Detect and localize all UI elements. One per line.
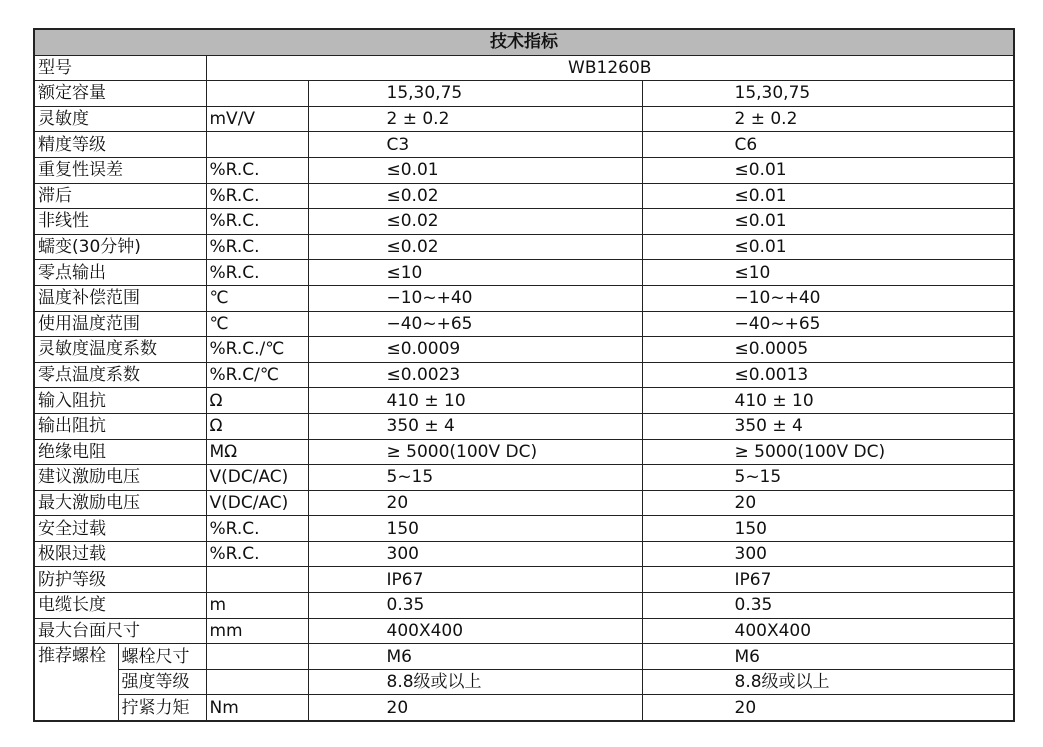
param-cell: 蠕变(30分钟) (34, 234, 206, 260)
table-row (34, 234, 1014, 260)
value-cell-1: 5~15 (308, 465, 642, 491)
table-row (34, 388, 1014, 414)
value-cell-1: ≤0.0009 (308, 337, 642, 363)
value-cell-1: 2 ± 0.2 (308, 106, 642, 132)
unit-cell: Ω (206, 388, 308, 414)
unit-cell: m (206, 593, 308, 619)
spec-table (33, 28, 1015, 722)
value-cell-2: ≤0.01 (642, 234, 1014, 260)
bolt-param-cell: 拧紧力矩 (118, 695, 206, 721)
value-cell-2: 410 ± 10 (642, 388, 1014, 414)
bolt-row (34, 669, 1014, 695)
value-cell-1: ≤10 (308, 260, 642, 286)
unit-cell: %R.C. (206, 516, 308, 542)
value-cell-1: ≥ 5000(100V DC) (308, 439, 642, 465)
value-cell-2: ≤0.01 (642, 209, 1014, 235)
value-cell-1: 0.35 (308, 593, 642, 619)
unit-cell: ℃ (206, 285, 308, 311)
table-row (34, 132, 1014, 158)
value-cell-1: 410 ± 10 (308, 388, 642, 414)
value-cell-2: 20 (642, 695, 1014, 721)
value-cell-2: 8.8级或以上 (642, 669, 1014, 695)
table-row (34, 541, 1014, 567)
table-row (34, 157, 1014, 183)
value-cell-2: 400X400 (642, 618, 1014, 644)
unit-cell: %R.C. (206, 541, 308, 567)
value-cell-2: −10~+40 (642, 285, 1014, 311)
value-cell-1: ≤0.02 (308, 209, 642, 235)
value-cell-2: ≤0.0005 (642, 337, 1014, 363)
param-cell: 电缆长度 (34, 593, 206, 619)
unit-cell: ℃ (206, 311, 308, 337)
table-row (34, 183, 1014, 209)
value-cell-2: 0.35 (642, 593, 1014, 619)
bolt-row (34, 644, 1014, 670)
param-cell: 最大激励电压 (34, 490, 206, 516)
table-row (34, 106, 1014, 132)
unit-cell: mm (206, 618, 308, 644)
table-row (34, 465, 1014, 491)
unit-cell: MΩ (206, 439, 308, 465)
value-cell-2: 20 (642, 490, 1014, 516)
unit-cell: mV/V (206, 106, 308, 132)
table-row (34, 413, 1014, 439)
model-value: WB1260B (206, 55, 1014, 81)
unit-cell: Ω (206, 413, 308, 439)
value-cell-1: IP67 (308, 567, 642, 593)
value-cell-2: C6 (642, 132, 1014, 158)
table-row (34, 209, 1014, 235)
param-cell: 最大台面尺寸 (34, 618, 206, 644)
value-cell-2: ≤10 (642, 260, 1014, 286)
unit-cell: %R.C. (206, 260, 308, 286)
unit-cell (206, 644, 308, 670)
value-cell-2: 350 ± 4 (642, 413, 1014, 439)
unit-cell: %R.C. (206, 234, 308, 260)
value-cell-2: ≤0.0013 (642, 362, 1014, 388)
param-cell: 额定容量 (34, 81, 206, 107)
table-row (34, 311, 1014, 337)
table-row (34, 439, 1014, 465)
unit-cell: %R.C/℃ (206, 362, 308, 388)
param-cell: 绝缘电阻 (34, 439, 206, 465)
unit-cell (206, 132, 308, 158)
value-cell-2: ≥ 5000(100V DC) (642, 439, 1014, 465)
bolt-row (34, 695, 1014, 721)
unit-cell: %R.C. (206, 157, 308, 183)
unit-cell: V(DC/AC) (206, 490, 308, 516)
unit-cell (206, 567, 308, 593)
table-row (34, 593, 1014, 619)
param-cell: 零点温度系数 (34, 362, 206, 388)
value-cell-1: M6 (308, 644, 642, 670)
table-row (34, 490, 1014, 516)
unit-cell (206, 81, 308, 107)
table-row (34, 618, 1014, 644)
value-cell-2: 150 (642, 516, 1014, 542)
value-cell-1: 8.8级或以上 (308, 669, 642, 695)
value-cell-1: 300 (308, 541, 642, 567)
param-cell: 温度补偿范围 (34, 285, 206, 311)
unit-cell (206, 669, 308, 695)
value-cell-1: ≤0.02 (308, 183, 642, 209)
value-cell-2: 2 ± 0.2 (642, 106, 1014, 132)
value-cell-1: ≤0.01 (308, 157, 642, 183)
value-cell-1: 20 (308, 695, 642, 721)
unit-cell: Nm (206, 695, 308, 721)
table-row (34, 516, 1014, 542)
table-row (34, 81, 1014, 107)
param-cell: 输出阻抗 (34, 413, 206, 439)
value-cell-1: 20 (308, 490, 642, 516)
param-cell: 零点输出 (34, 260, 206, 286)
param-cell: 安全过载 (34, 516, 206, 542)
value-cell-1: ≤0.02 (308, 234, 642, 260)
value-cell-1: 150 (308, 516, 642, 542)
bolt-param-cell: 螺栓尺寸 (118, 644, 206, 670)
bolt-group-label: 推荐螺栓 (34, 644, 118, 721)
model-label: 型号 (34, 55, 206, 81)
value-cell-2: IP67 (642, 567, 1014, 593)
param-cell: 输入阻抗 (34, 388, 206, 414)
table-row (34, 285, 1014, 311)
param-cell: 使用温度范围 (34, 311, 206, 337)
value-cell-1: C3 (308, 132, 642, 158)
value-cell-2: −40~+65 (642, 311, 1014, 337)
value-cell-2: 300 (642, 541, 1014, 567)
table-row (34, 337, 1014, 363)
param-cell: 非线性 (34, 209, 206, 235)
unit-cell: %R.C./℃ (206, 337, 308, 363)
param-cell: 精度等级 (34, 132, 206, 158)
value-cell-1: ≤0.0023 (308, 362, 642, 388)
title-row (34, 29, 1014, 55)
param-cell: 滞后 (34, 183, 206, 209)
value-cell-2: ≤0.01 (642, 157, 1014, 183)
unit-cell: %R.C. (206, 183, 308, 209)
value-cell-2: ≤0.01 (642, 183, 1014, 209)
table-row (34, 260, 1014, 286)
unit-cell: V(DC/AC) (206, 465, 308, 491)
table-body (34, 55, 1014, 721)
param-cell: 极限过载 (34, 541, 206, 567)
value-cell-1: 15,30,75 (308, 81, 642, 107)
table-title: 技术指标 (34, 29, 1014, 55)
param-cell: 灵敏度 (34, 106, 206, 132)
value-cell-2: 15,30,75 (642, 81, 1014, 107)
value-cell-2: M6 (642, 644, 1014, 670)
param-cell: 重复性误差 (34, 157, 206, 183)
value-cell-2: 5~15 (642, 465, 1014, 491)
value-cell-1: −10~+40 (308, 285, 642, 311)
model-row (34, 55, 1014, 81)
param-cell: 建议激励电压 (34, 465, 206, 491)
value-cell-1: 350 ± 4 (308, 413, 642, 439)
bolt-param-cell: 强度等级 (118, 669, 206, 695)
param-cell: 防护等级 (34, 567, 206, 593)
param-cell: 灵敏度温度系数 (34, 337, 206, 363)
table-row (34, 567, 1014, 593)
unit-cell: %R.C. (206, 209, 308, 235)
value-cell-1: −40~+65 (308, 311, 642, 337)
value-cell-1: 400X400 (308, 618, 642, 644)
table-row (34, 362, 1014, 388)
